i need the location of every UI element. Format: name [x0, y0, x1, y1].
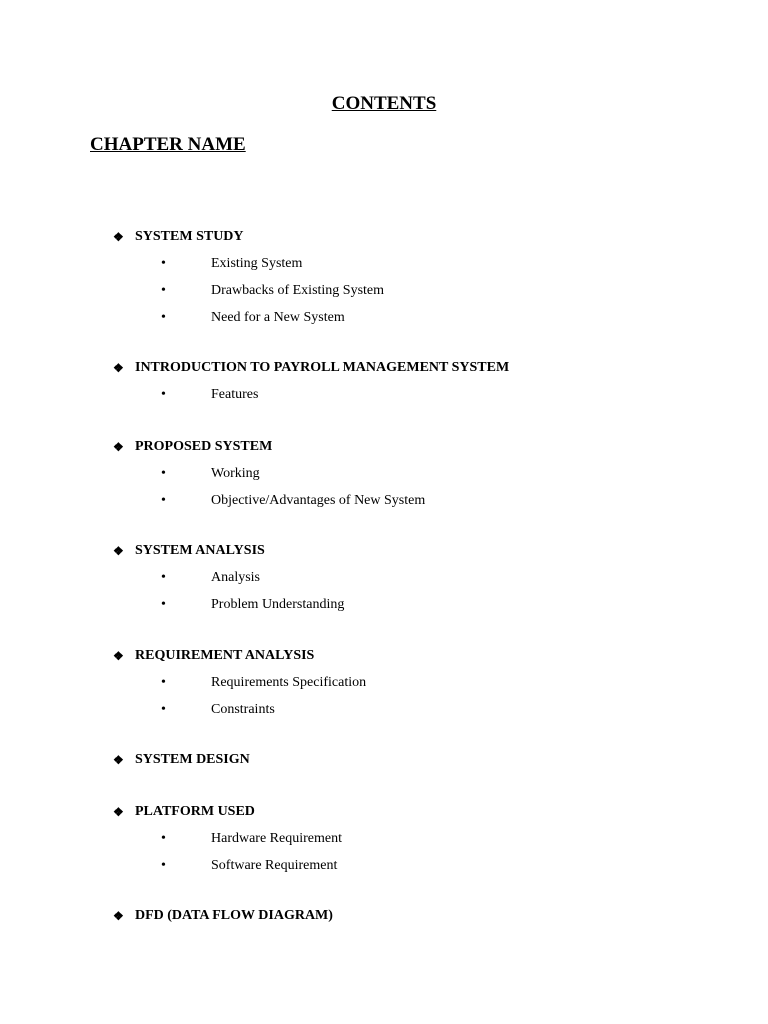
list-item-label: Working: [211, 466, 260, 481]
diamond-bullet-icon: ❖: [113, 230, 124, 244]
list-item: [113, 669, 366, 696]
section-heading-label: INTRODUCTION TO PAYROLL MANAGEMENT SYSTEM: [135, 360, 510, 375]
list-item: [113, 460, 425, 487]
list-item: [113, 564, 344, 591]
list-item-label: Constraints: [211, 702, 275, 717]
bullet-icon: •: [161, 675, 166, 690]
bullet-icon: •: [161, 387, 166, 402]
toc-section: [113, 434, 425, 514]
toc-section: [113, 355, 509, 408]
toc-section: [113, 903, 333, 929]
section-heading: [113, 538, 344, 564]
toc-section: [113, 799, 342, 879]
diamond-bullet-icon: ❖: [113, 805, 124, 819]
list-item-label: Hardware Requirement: [211, 831, 342, 846]
section-heading-label: SYSTEM STUDY: [135, 229, 244, 244]
section-heading-label: SYSTEM ANALYSIS: [135, 543, 265, 558]
toc-section: [113, 643, 366, 723]
list-item-label: Drawbacks of Existing System: [211, 283, 385, 298]
diamond-bullet-icon: ❖: [113, 909, 124, 923]
section-heading-label: PROPOSED SYSTEM: [135, 439, 273, 454]
section-heading-label: PLATFORM USED: [135, 804, 255, 819]
bullet-icon: •: [161, 283, 166, 298]
list-item-label: Requirements Specification: [211, 675, 367, 690]
bullet-icon: •: [161, 493, 166, 508]
toc-section: [113, 224, 384, 331]
list-item: [113, 591, 344, 618]
bullet-icon: •: [161, 831, 166, 846]
list-item-label: Features: [211, 387, 259, 402]
section-heading: [113, 434, 425, 460]
bullet-icon: •: [161, 702, 166, 717]
list-item: [113, 250, 384, 277]
bullet-icon: •: [161, 310, 166, 325]
section-heading-label: DFD (DATA FLOW DIAGRAM): [135, 908, 333, 923]
bullet-icon: •: [161, 256, 166, 271]
section-heading: [113, 643, 366, 669]
page-title: [0, 93, 768, 115]
section-heading-label: REQUIREMENT ANALYSIS: [135, 648, 315, 663]
bullet-icon: •: [161, 597, 166, 612]
chapter-heading: CHAPTER NAME: [90, 134, 246, 155]
list-item-label: Software Requirement: [211, 858, 338, 873]
list-item: [113, 381, 509, 408]
list-item: [113, 696, 366, 723]
bullet-icon: •: [161, 858, 166, 873]
list-item-label: Problem Understanding: [211, 597, 345, 612]
diamond-bullet-icon: ❖: [113, 649, 124, 663]
section-heading: [113, 799, 342, 825]
section-heading: [113, 903, 333, 929]
section-heading: [113, 355, 509, 381]
list-item-label: Existing System: [211, 256, 303, 271]
page-title-text: CONTENTS: [331, 93, 437, 114]
list-item: [113, 825, 342, 852]
toc-section: [113, 538, 344, 618]
section-heading: [113, 224, 384, 250]
list-item: [113, 304, 384, 331]
list-item: [113, 852, 342, 879]
diamond-bullet-icon: ❖: [113, 440, 124, 454]
list-item-label: Need for a New System: [211, 310, 345, 325]
list-item-label: Objective/Advantages of New System: [211, 493, 426, 508]
diamond-bullet-icon: ❖: [113, 544, 124, 558]
bullet-icon: •: [161, 466, 166, 481]
list-item: [113, 277, 384, 304]
diamond-bullet-icon: ❖: [113, 361, 124, 375]
bullet-icon: •: [161, 570, 166, 585]
section-heading: [113, 747, 250, 773]
list-item-label: Analysis: [211, 570, 260, 585]
diamond-bullet-icon: ❖: [113, 753, 124, 767]
section-heading-label: SYSTEM DESIGN: [135, 752, 250, 767]
list-item: [113, 487, 425, 514]
toc-section: [113, 747, 250, 773]
